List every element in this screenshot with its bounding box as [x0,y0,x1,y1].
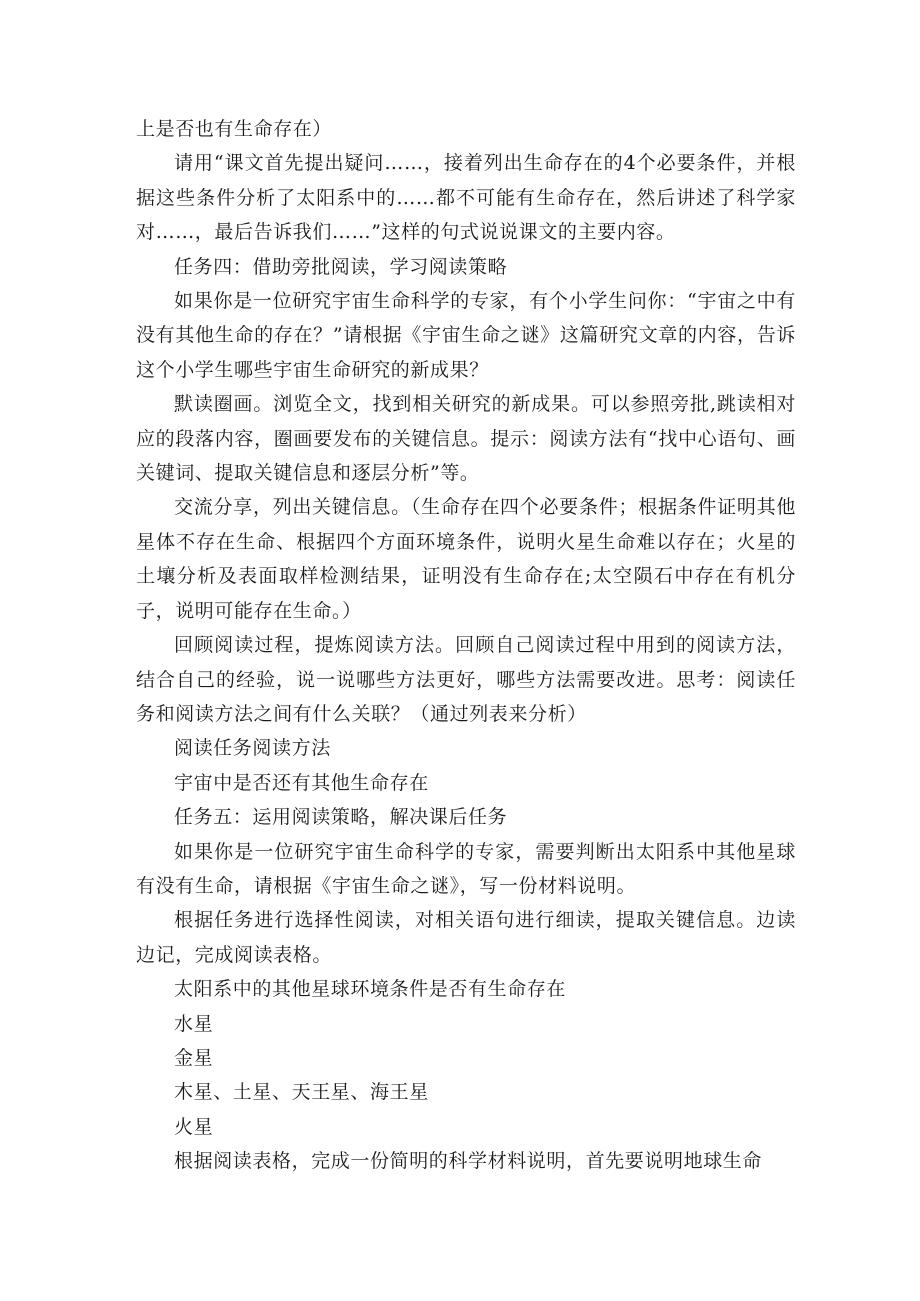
paragraph: 请用“课文首先提出疑问……，接着列出生命存在的4个必要条件，并根据这些条件分析了太阳系中的……都不可能有生命存在，然后讲述了科学家对……，最后告诉我们……”这样的句式说说课文的主要内容。 [136,152,796,244]
table-row-line: 火星 [174,1115,214,1138]
section-heading: 任务五：运用阅读策略，解决课后任务 [174,806,508,829]
paragraph: 交流分享，列出关键信息。（生命存在四个必要条件；根据条件证明其他星体不存在生命、根据四个方面环境条件，说明火星生命难以存在；火星的土壤分析及表面取样检测结果，证明没有生命存在;太空陨石中存在有机分子，说明可能存在生命。） [136,496,796,622]
paragraph: 如果你是一位研究宇宙生命科学的专家，有个小学生问你：“宇宙之中有没有其他生命的存在？”请根据《宇宙生命之谜》这篇研究文章的内容，告诉这个小学生哪些宇宙生命研究的新成果？ [136,290,796,381]
table-row-line: 木星、土星、天王星、海王星 [174,1081,429,1104]
section-heading: 任务四：借助旁批阅读，学习阅读策略 [174,255,508,278]
paragraph: 上是否也有生命存在） [136,118,333,140]
table-row-line: 水星 [174,1012,214,1035]
paragraph: 根据阅读表格，完成一份简明的科学材料说明，首先要说明地球生命 [174,1150,763,1173]
table-header-line: 阅读任务阅读方法 [174,737,331,760]
paragraph: 根据任务进行选择性阅读，对相关语句进行细读，提取关键信息。边读边记，完成阅读表格。 [136,909,796,966]
table-row-line: 宇宙中是否还有其他生命存在 [174,771,429,794]
document-body [136,112,796,1179]
table-header-line: 太阳系中的其他星球环境条件是否有生命存在 [174,978,567,1001]
paragraph: 如果你是一位研究宇宙生命科学的专家，需要判断出太阳系中其他星球有没有生命，请根据《宇宙生命之谜》，写一份材料说明。 [136,840,796,897]
table-row-line: 金星 [174,1046,214,1069]
paragraph: 回顾阅读过程，提炼阅读方法。回顾自己阅读过程中用到的阅读方法，结合自己的经验，说一说哪些方法更好，哪些方法需要改进。思考：阅读任务和阅读方法之间有什么关联？（通过列表来分析） [136,634,796,725]
paragraph: 默读圈画。浏览全文，找到相关研究的新成果。可以参照旁批,跳读相对应的段落内容，圈画要发布的关键信息。提示：阅读方法有“找中心语句、画关键词、提取关键信息和逐层分析”等。 [136,393,796,485]
